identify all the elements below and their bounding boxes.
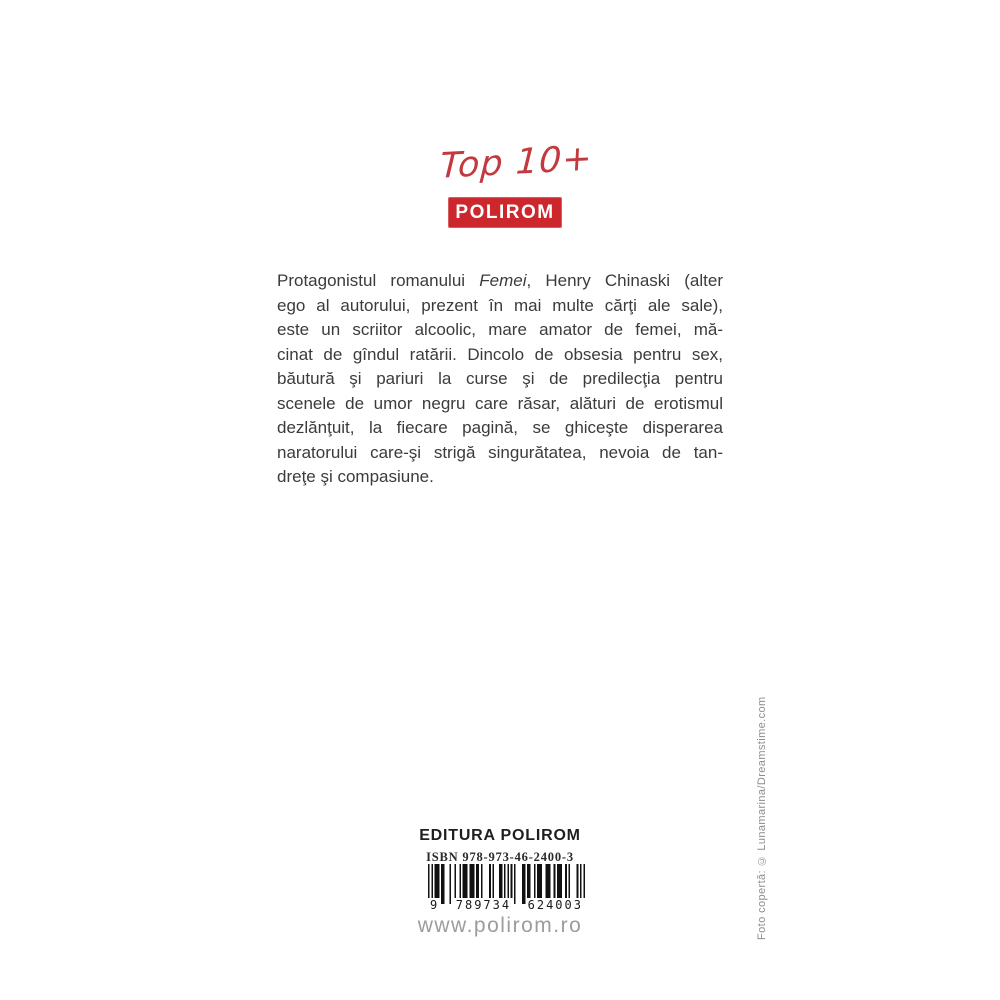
publisher-website: www.polirom.ro xyxy=(417,914,583,937)
barcode-digit-group: 9 xyxy=(430,898,440,912)
top10-badge: Top 10+ xyxy=(439,138,594,187)
synopsis-line: ego al autorului, prezent în mai multe cărţi ale sale), xyxy=(277,295,723,315)
synopsis-line: băutură şi pariuri la curse şi de predilecţia pentru xyxy=(277,369,723,388)
synopsis-line: dreţe şi compasiune. xyxy=(277,467,434,486)
synopsis-line: dezlănţuit, la fiecare pagină, se ghiceşte disperarea xyxy=(277,418,723,437)
isbn-barcode xyxy=(428,864,585,914)
barcode-digit-group: 789734 xyxy=(455,898,512,912)
barcode-digits xyxy=(428,897,585,912)
synopsis-line: Protagonistul romanului Femei, Henry Chinaski (alter xyxy=(277,271,723,290)
publisher-name: EDITURA POLIROM xyxy=(419,827,581,844)
synopsis xyxy=(277,269,723,490)
synopsis-line: scenele de umor negru care răsar, alături de erotismul xyxy=(277,393,723,413)
polirom-logo xyxy=(448,197,562,228)
synopsis-line: naratorului care-şi strigă singurătatea, nevoia de tan- xyxy=(277,442,723,462)
photo-credit: Foto copertă: © Lunamarina/Dreamstime.com xyxy=(756,696,768,940)
barcode-digit-group: 624003 xyxy=(527,898,583,912)
isbn-label: ISBN 978-973-46-2400-3 xyxy=(426,850,574,864)
synopsis-line: cinat de gîndul ratării. Dincolo de obsesia pentru sex, xyxy=(277,344,723,364)
polirom-logo-text: POLIROM xyxy=(455,201,555,223)
synopsis-line: este un scriitor alcoolic, mare amator de femei, mă- xyxy=(277,320,723,339)
